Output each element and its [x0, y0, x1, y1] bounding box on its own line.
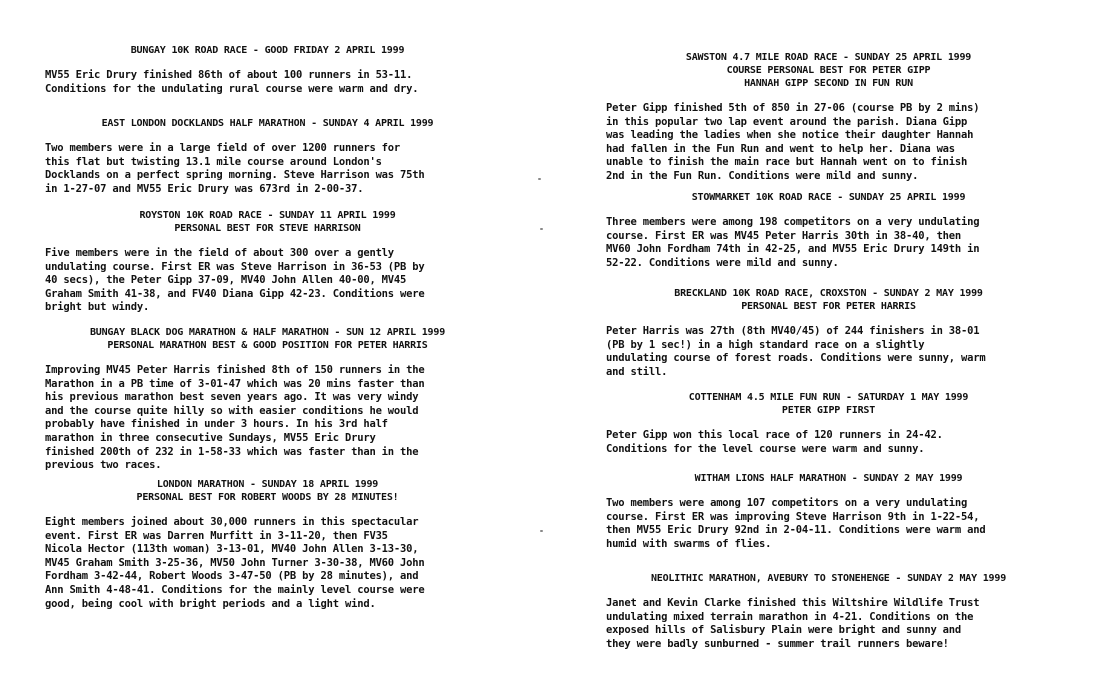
article-heading — [45, 209, 490, 235]
body-line: MV60 John Fordham 74th in 42-25, and MV55 Eric Drury 149th in — [606, 243, 980, 256]
heading-line: ROYSTON 10K ROAD RACE - SUNDAY 11 APRIL 1999 — [139, 210, 396, 221]
body-line: had fallen in the Fun Run and went to help her. Diana was — [606, 142, 955, 155]
article-heading — [45, 478, 490, 504]
heading-line: EAST LONDON DOCKLANDS HALF MARATHON - SUNDAY 4 APRIL 1999 — [101, 118, 434, 129]
scan-speck — [540, 228, 543, 230]
body-line: Two members were in a large field of over 1200 runners for — [45, 142, 401, 154]
article — [45, 478, 490, 611]
article-body — [45, 142, 490, 196]
body-line: previous two races. — [45, 459, 162, 472]
body-line: good, being cool with bright periods and a light wind. — [45, 597, 376, 610]
article-body — [606, 102, 1051, 184]
heading-line: PERSONAL BEST FOR ROBERT WOODS BY 28 MINUTES! — [136, 492, 399, 503]
body-line: and the course quite hilly so with easier conditions he would — [45, 404, 419, 417]
article — [606, 391, 1051, 456]
heading-line: BUNGAY BLACK DOG MARATHON & HALF MARATHON - SUN 12 APRIL 1999 — [89, 327, 446, 338]
heading-line: HANNAH GIPP SECOND IN FUN RUN — [744, 78, 913, 89]
body-line: they were badly sunburned - summer trail runners beware! — [606, 637, 949, 650]
article — [45, 326, 490, 473]
article-body — [606, 497, 1051, 551]
heading-line: PERSONAL BEST FOR STEVE HARRISON — [174, 223, 361, 234]
body-line: this flat but twisting 13.1 mile course around London's — [45, 155, 382, 168]
body-line: event. First ER was Darren Murfitt in 3-11-20, then FV35 — [45, 529, 388, 542]
article-body — [606, 597, 1051, 651]
body-line: Peter Gipp finished 5th of 850 in 27-06 (course PB by 2 mins) — [606, 102, 980, 114]
article-heading — [45, 326, 490, 352]
body-line: was leading the ladies when she notice their daughter Hannah — [606, 129, 974, 142]
article-heading — [606, 51, 1051, 90]
article — [606, 287, 1051, 379]
article-heading — [606, 287, 1051, 313]
heading-line: LONDON MARATHON - SUNDAY 18 APRIL 1999 — [156, 479, 379, 490]
body-line: MV55 Eric Drury finished 86th of about 100 runners in 53-11. — [45, 69, 413, 81]
body-line: Fordham 3-42-44, Robert Woods 3-47-50 (PB by 28 minutes), and — [45, 570, 419, 583]
scan-speck — [538, 178, 541, 180]
heading-line: WITHAM LIONS HALF MARATHON - SUNDAY 2 MAY 1999 — [694, 473, 963, 484]
article — [45, 209, 490, 315]
body-line: Conditions for the undulating rural course were warm and dry. — [45, 82, 419, 95]
body-line: Peter Harris was 27th (8th MV40/45) of 244 finishers in 38-01 — [606, 325, 980, 337]
article-body — [606, 216, 1051, 270]
body-line: Eight members joined about 30,000 runners in this spectacular — [45, 516, 419, 528]
body-line: Nicola Hector (113th woman) 3-13-01, MV40 John Allen 3-13-30, — [45, 543, 419, 556]
article — [606, 472, 1051, 551]
body-line: Improving MV45 Peter Harris finished 8th of 150 runners in the — [45, 364, 425, 376]
heading-line: PERSONAL MARATHON BEST & GOOD POSITION FOR PETER HARRIS — [107, 340, 428, 351]
body-line: course. First ER was improving Steve Harrison 9th in 1-22-54, — [606, 510, 980, 523]
body-line: MV45 Graham Smith 3-25-36, MV50 John Turner 3-30-38, MV60 John — [45, 556, 425, 569]
article-body — [606, 325, 1051, 379]
article — [45, 117, 490, 196]
body-line: Janet and Kevin Clarke finished this Wiltshire Wildlife Trust — [606, 597, 980, 609]
heading-line: NEOLITHIC MARATHON, AVEBURY TO STONEHENGE - SUNDAY 2 MAY 1999 — [650, 573, 1007, 584]
article-heading — [606, 472, 1051, 485]
body-line: course. First ER was MV45 Peter Harris 30th in 38-40, then — [606, 229, 962, 242]
body-line: Graham Smith 41-38, and FV40 Diana Gipp 42-23. Conditions were — [45, 287, 425, 300]
body-line: bright but windy. — [45, 301, 150, 314]
body-line: Peter Gipp won this local race of 120 runners in 24-42. — [606, 429, 943, 441]
heading-line: COTTENHAM 4.5 MILE FUN RUN - SATURDAY 1 MAY 1999 — [688, 392, 969, 403]
body-line: 2nd in the Fun Run. Conditions were mild and sunny. — [606, 169, 919, 182]
article-heading — [606, 191, 1051, 204]
heading-line: COURSE PERSONAL BEST FOR PETER GIPP — [726, 65, 931, 76]
article — [606, 51, 1051, 184]
article-heading — [606, 391, 1051, 417]
body-line: 52-22. Conditions were mild and sunny. — [606, 256, 839, 269]
body-line: his previous marathon best seven years ago. It was very windy — [45, 391, 419, 404]
scan-speck — [540, 530, 543, 532]
heading-line: PERSONAL BEST FOR PETER HARRIS — [741, 301, 916, 312]
article-heading — [45, 44, 490, 57]
body-line: finished 200th of 232 in 1-58-33 which was faster than in the — [45, 445, 419, 458]
article-body — [45, 69, 490, 96]
body-line: probably have finished in under 3 hours. In his 3rd half — [45, 418, 388, 431]
body-line: unable to finish the main race but Hannah went on to finish — [606, 156, 968, 169]
body-line: (PB by 1 sec!) in a high standard race on a slightly — [606, 338, 925, 351]
article — [45, 44, 490, 96]
heading-line: STOWMARKET 10K ROAD RACE - SUNDAY 25 APRIL 1999 — [691, 192, 966, 203]
body-line: undulating mixed terrain marathon in 4-21. Conditions on the — [606, 610, 974, 623]
article-body — [606, 429, 1051, 456]
body-line: Docklands on a perfect spring morning. Steve Harrison was 75th — [45, 169, 425, 182]
heading-line: PETER GIPP FIRST — [781, 405, 876, 416]
body-line: in 1-27-07 and MV55 Eric Drury was 673rd in 2-00-37. — [45, 182, 364, 195]
article-body — [45, 364, 490, 473]
body-line: Ann Smith 4-48-41. Conditions for the mainly level course were — [45, 583, 425, 596]
body-line: Two members were among 107 competitors on a very undulating — [606, 497, 968, 509]
body-line: Five members were in the field of about 300 over a gently — [45, 247, 394, 259]
body-line: and still. — [606, 365, 668, 378]
body-line: marathon in three consecutive Sundays, MV55 Eric Drury — [45, 431, 376, 444]
body-line: Conditions for the level course were warm and sunny. — [606, 442, 925, 455]
body-line: in this popular two lap event around the parish. Diana Gipp — [606, 115, 968, 128]
article — [606, 191, 1051, 270]
article-heading — [606, 572, 1051, 585]
body-line: Marathon in a PB time of 3-01-47 which was 20 mins faster than — [45, 377, 425, 390]
body-line: Three members were among 198 competitors on a very undulating — [606, 216, 980, 228]
body-line: undulating course. First ER was Steve Harrison in 36-53 (PB by — [45, 260, 425, 273]
heading-line: SAWSTON 4.7 MILE ROAD RACE - SUNDAY 25 APRIL 1999 — [685, 52, 972, 63]
article-heading — [45, 117, 490, 130]
body-line: then MV55 Eric Drury 92nd in 2-04-11. Conditions were warm and — [606, 524, 986, 537]
heading-line: BUNGAY 10K ROAD RACE - GOOD FRIDAY 2 APRIL 1999 — [130, 45, 405, 56]
body-line: undulating course of forest roads. Conditions were sunny, warm — [606, 352, 986, 365]
body-line: 40 secs), the Peter Gipp 37-09, MV40 John Allen 40-00, MV45 — [45, 274, 407, 287]
article-body — [45, 247, 490, 315]
body-line: humid with swarms of flies. — [606, 537, 772, 550]
article — [606, 572, 1051, 651]
body-line: exposed hills of Salisbury Plain were bright and sunny and — [606, 624, 962, 637]
article-body — [45, 516, 490, 611]
heading-line: BRECKLAND 10K ROAD RACE, CROXSTON - SUNDAY 2 MAY 1999 — [674, 288, 983, 299]
